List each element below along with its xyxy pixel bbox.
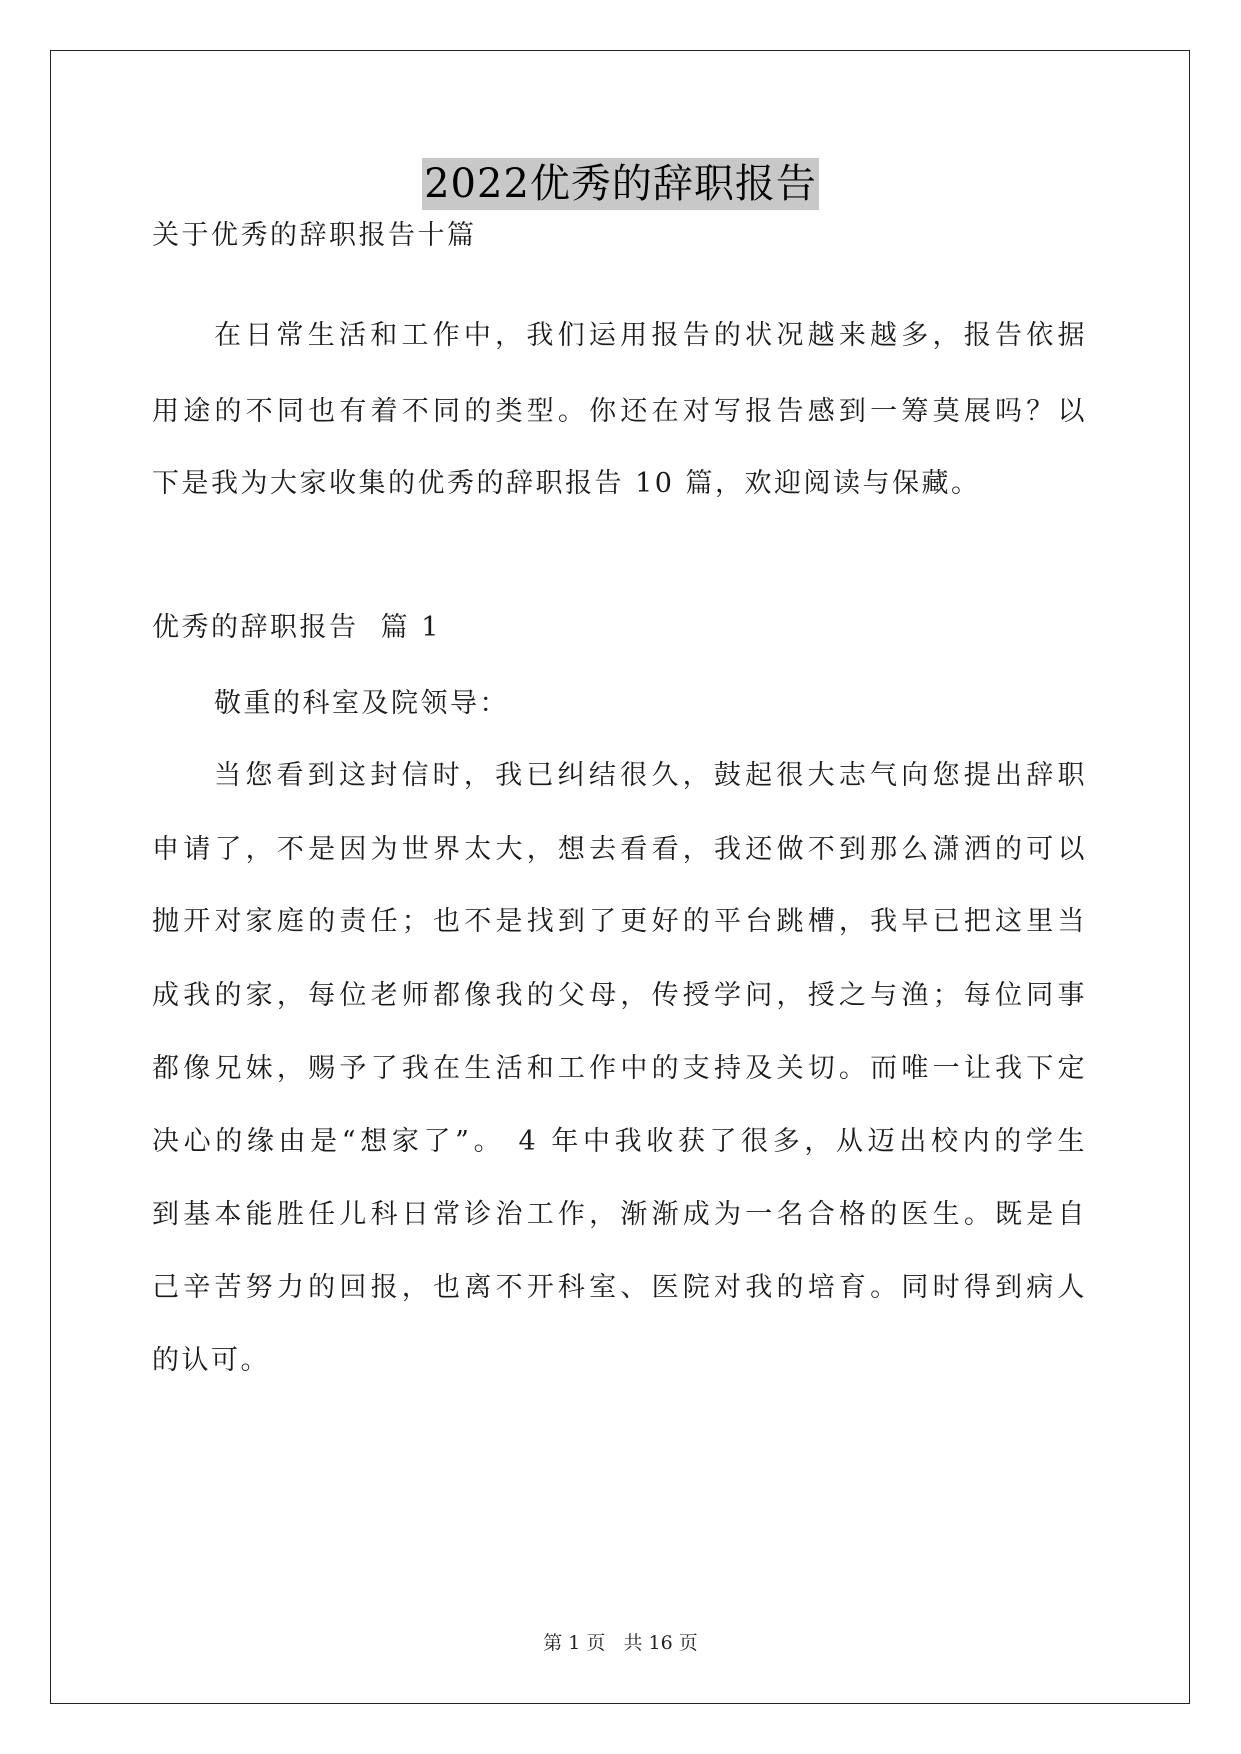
body-line-4: 成我的家，每位老师都像我的父母，传授学问，授之与渔；每位同事 bbox=[152, 980, 1087, 1011]
salutation: 敬重的科室及院领导： bbox=[214, 688, 509, 719]
body-line-7: 到基本能胜任儿科日常诊治工作，渐渐成为一名合格的医生。既是自 bbox=[152, 1199, 1087, 1230]
intro-line-1: 在日常生活和工作中，我们运用报告的状况越来越多，报告依据 bbox=[214, 320, 1087, 351]
document-title: 2022优秀的辞职报告 bbox=[422, 158, 819, 210]
page-footer bbox=[0, 1628, 1241, 1655]
body-line-8: 己辛苦努力的回报，也离不开科室、医院对我的培育。同时得到病人 bbox=[152, 1272, 1087, 1303]
page-number: 第 1 页 bbox=[543, 1632, 606, 1654]
body-line-3: 抛开对家庭的责任；也不是找到了更好的平台跳槽，我早已把这里当 bbox=[152, 906, 1087, 937]
body-line-1: 当您看到这封信时，我已纠结很久，鼓起很大志气向您提出辞职 bbox=[214, 760, 1087, 791]
body-line-6: 决心的缘由是“想家了”。 4 年中我收获了很多，从迈出校内的学生 bbox=[152, 1126, 1087, 1157]
title-container bbox=[0, 158, 1241, 210]
page-total: 共 16 页 bbox=[623, 1632, 698, 1654]
body-line-2: 申请了，不是因为世界太大，想去看看，我还做不到那么潇洒的可以 bbox=[152, 834, 1087, 865]
section-heading: 优秀的辞职报告 篇 1 bbox=[152, 612, 441, 643]
body-line-9: 的认可。 bbox=[152, 1345, 270, 1376]
body-line-5: 都像兄妹，赐予了我在生活和工作中的支持及关切。而唯一让我下定 bbox=[152, 1053, 1087, 1084]
page-border bbox=[50, 50, 1190, 1704]
document-subtitle: 关于优秀的辞职报告十篇 bbox=[152, 220, 477, 251]
intro-line-2: 用途的不同也有着不同的类型。你还在对写报告感到一筹莫展吗？以 bbox=[152, 396, 1087, 427]
intro-line-3: 下是我为大家收集的优秀的辞职报告 10 篇，欢迎阅读与保藏。 bbox=[152, 468, 981, 499]
